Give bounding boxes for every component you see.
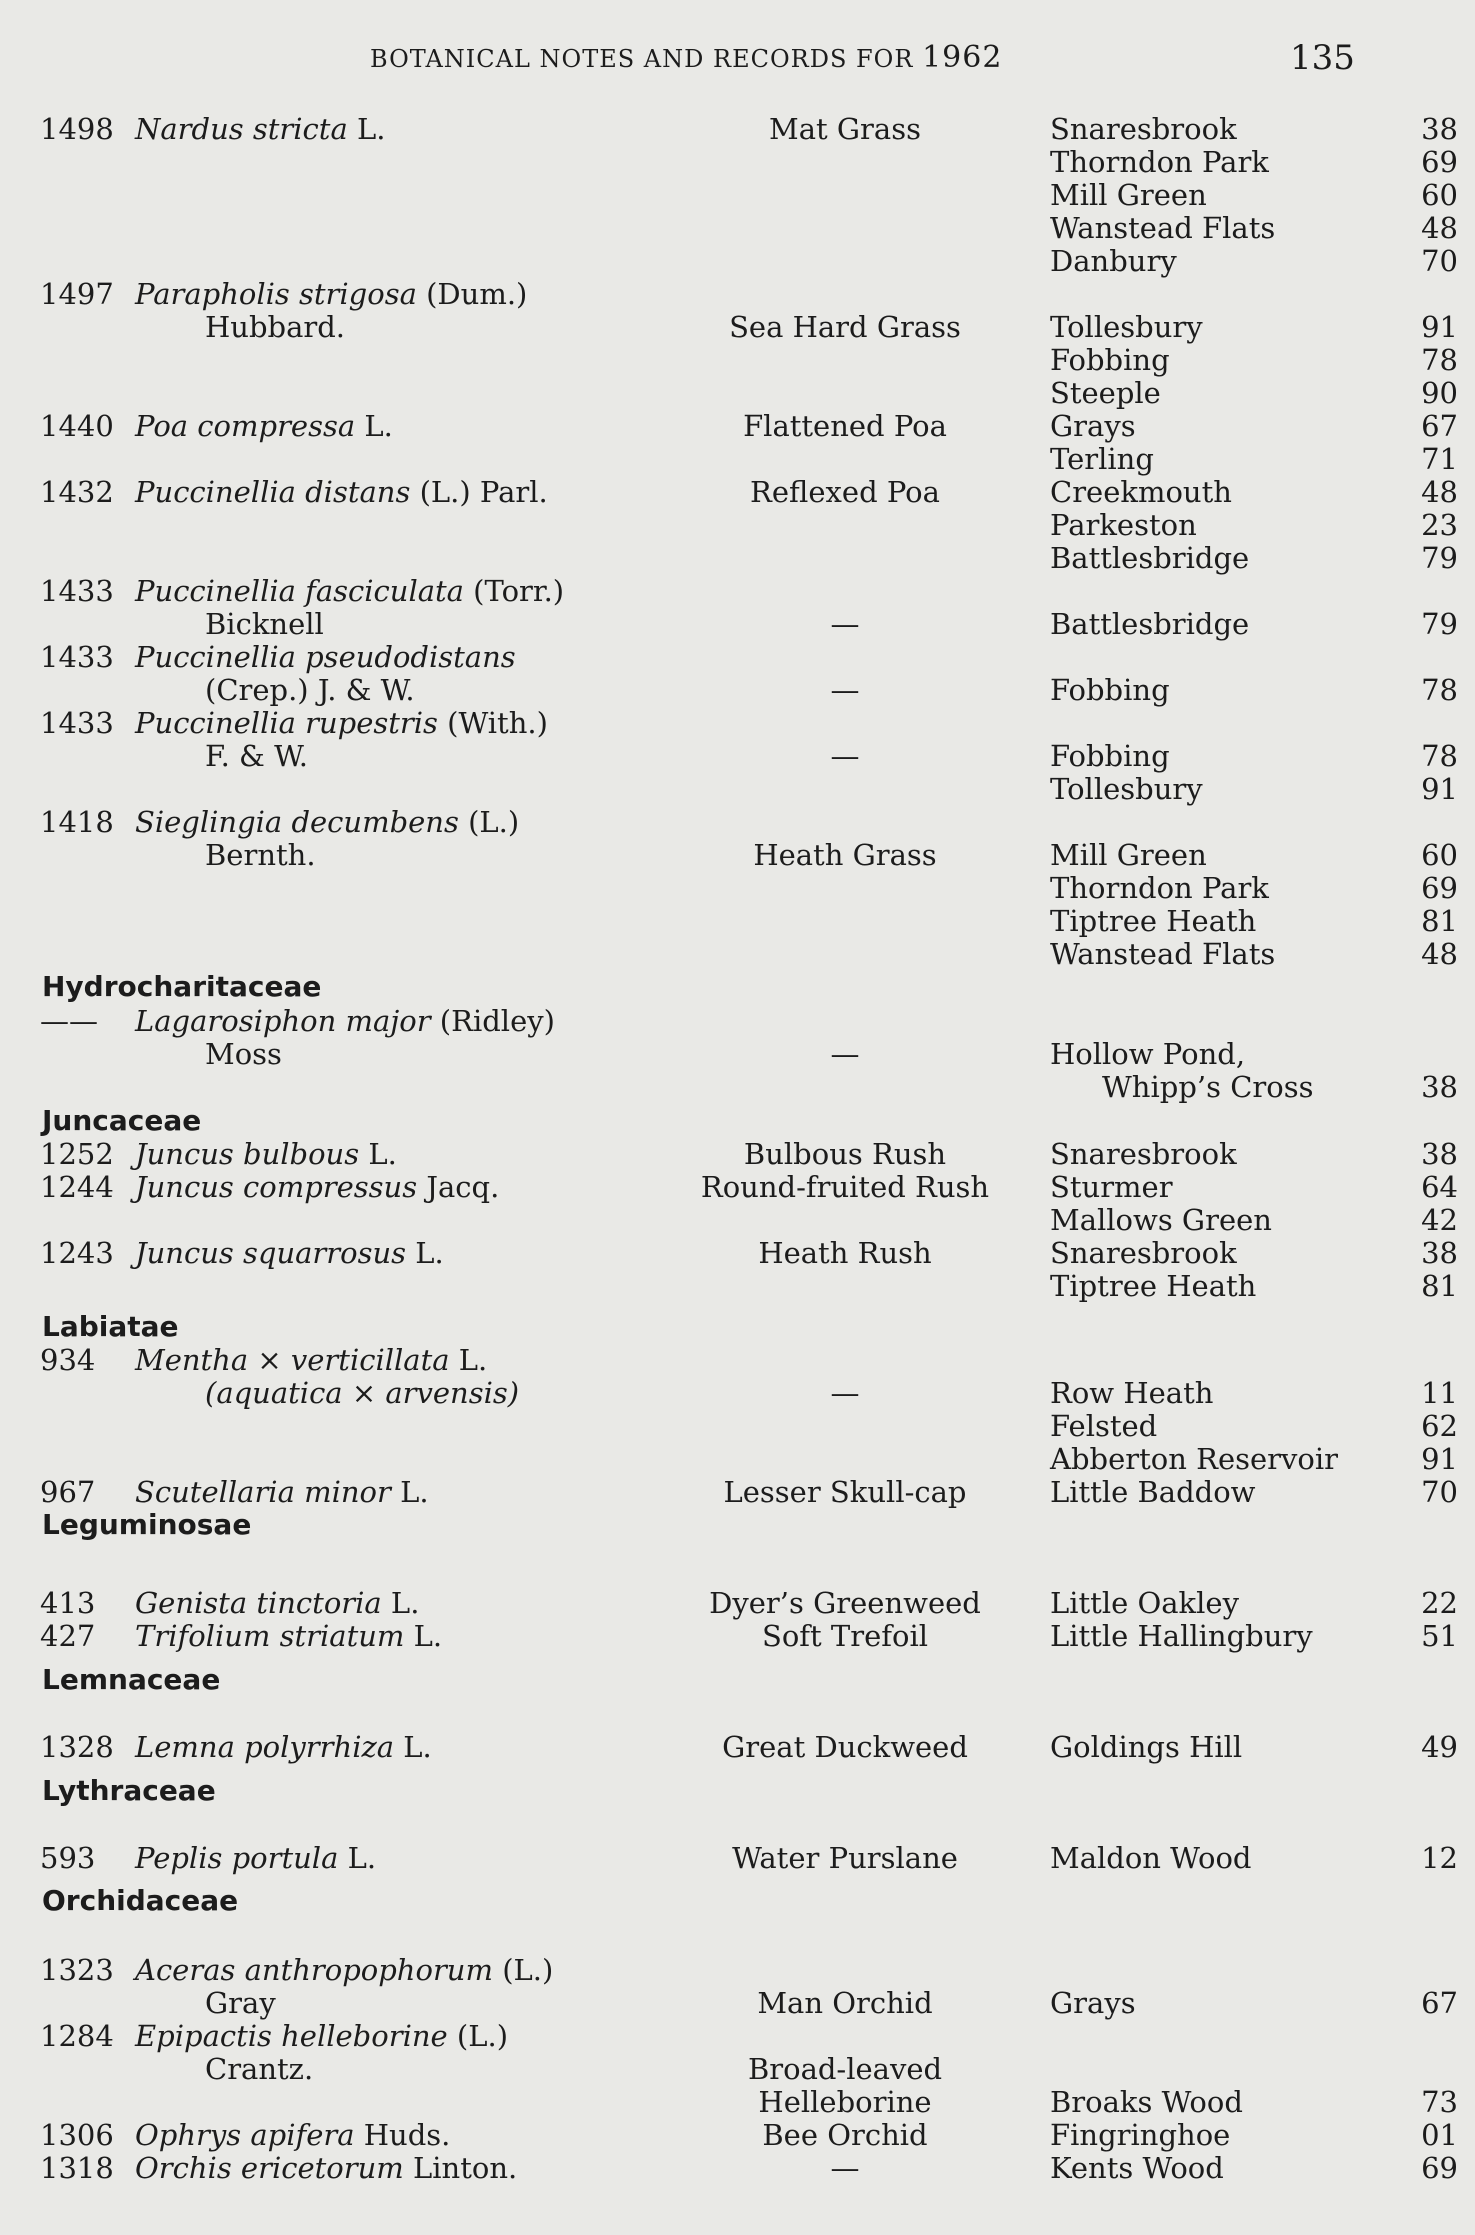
record-row [0,1619,1475,1653]
species-authority: L. [347,112,386,146]
grid-square: 12 [1421,1841,1458,1875]
species-authority-continued: Moss [205,1037,282,1071]
common-name: — [830,607,860,641]
species-binomial: Trifolium striatum [135,1619,405,1653]
grid-square: 69 [1421,871,1458,905]
grid-square: 73 [1421,2085,1458,2119]
grid-square: 78 [1421,739,1458,773]
species-name [135,2019,508,2053]
record-row [0,1203,1475,1237]
species-name [135,1841,376,1875]
species-authority-continued: Bernth. [205,838,316,872]
species-name [135,1475,429,1509]
locality: Wanstead Flats [1050,211,1276,245]
locality: Creekmouth [1050,475,1232,509]
locality: Goldings Hill [1050,1730,1243,1764]
locality: Maldon Wood [1050,1841,1252,1875]
species-name [135,1953,553,1987]
grid-square: 79 [1421,607,1458,641]
record-row [0,541,1475,575]
common-name: Bulbous Rush [743,1137,947,1171]
species-name [135,475,548,509]
species-authority: L. [390,1475,429,1509]
species-name [135,277,527,311]
species-parentage: (aquatica × arvensis) [205,1376,520,1410]
grid-square: 79 [1421,541,1458,575]
locality: Mallows Green [1050,1203,1272,1237]
species-binomial: Genista tinctoria [135,1586,382,1620]
species-binomial: Epipactis helleborine [135,2019,448,2053]
record-row [0,277,1475,311]
locality: Battlesbridge [1050,541,1250,575]
record-row [0,2052,1475,2086]
family-heading: Orchidaceae [42,1884,239,1917]
grid-square: 60 [1421,178,1458,212]
record-row [0,1004,1475,1038]
common-name: Water Purslane [732,1841,958,1875]
record-row [0,673,1475,707]
locality: Steeple [1050,376,1161,410]
species-binomial: Lagarosiphon major [135,1004,431,1038]
grid-square: 78 [1421,343,1458,377]
species-name [135,112,385,146]
grid-square: 67 [1421,409,1458,443]
species-authority: Huds. [354,2118,451,2152]
species-authority-continued: Crantz. [205,2052,314,2086]
record-row [0,739,1475,773]
record-row [0,2019,1475,2053]
locality: Abberton Reservoir [1050,1442,1338,1476]
locality: Thorndon Park [1050,871,1269,905]
species-binomial: Puccinellia rupestris [135,706,438,740]
record-row [0,442,1475,476]
record-row [0,607,1475,641]
species-binomial: Mentha × verticillata [135,1343,450,1377]
species-authority-continued: Hubbard. [205,310,346,344]
common-name: Dyer’s Greenweed [709,1586,981,1620]
common-name: Man Orchid [757,1986,933,2020]
locality: Little Baddow [1050,1475,1256,1509]
record-number: 1432 [40,475,114,509]
record-number: 1284 [40,2019,114,2053]
grid-square: 38 [1421,1070,1458,1104]
grid-square: 90 [1421,376,1458,410]
species-authority-continued: Bicknell [205,607,324,641]
common-name: Helleborine [758,2085,932,2119]
grid-square: 38 [1421,112,1458,146]
locality: Hollow Pond, [1050,1037,1246,1071]
family-heading: Lemnaceae [42,1663,221,1696]
species-binomial: Puccinellia pseudodistans [135,640,516,674]
grid-square: 62 [1421,1409,1458,1443]
grid-square: 48 [1421,937,1458,971]
grid-square: 70 [1421,244,1458,278]
species-binomial: Parapholis strigosa [135,277,417,311]
common-name: — [830,2151,860,2185]
record-number: —— [40,1004,98,1038]
species-binomial: Orchis ericetorum [135,2151,404,2185]
record-row [0,112,1475,146]
species-name [135,1619,442,1653]
record-row [0,475,1475,509]
record-row [0,1037,1475,1071]
species-name [135,805,519,839]
locality: Snaresbrook [1050,1137,1237,1171]
grid-square: 91 [1421,772,1458,806]
family-heading: Labiatae [42,1310,179,1343]
locality: Tollesbury [1050,772,1203,806]
species-binomial: Juncus compressus [135,1170,418,1204]
record-number: 1243 [40,1236,114,1270]
species-authority: (L.) Parl. [410,475,548,509]
locality: Mill Green [1050,178,1207,212]
species-authority-continued: Gray [205,1986,276,2020]
family-heading: Juncaceae [42,1104,202,1137]
common-name: Mat Grass [769,112,921,146]
species-name [135,2151,517,2185]
record-number: 413 [40,1586,96,1620]
record-row [0,244,1475,278]
record-number: 1328 [40,1730,114,1764]
species-name [135,2118,450,2152]
record-number: 967 [40,1475,96,1509]
species-name [135,1236,444,1270]
family-heading: Hydrocharitaceae [42,970,322,1003]
species-name [135,640,516,674]
species-binomial: Peplis portula [135,1841,339,1875]
grid-square: 81 [1421,904,1458,938]
record-row [0,1442,1475,1476]
running-header [370,40,1002,75]
record-row [0,178,1475,212]
record-row [0,772,1475,806]
common-name: — [830,1376,860,1410]
record-row [0,1376,1475,1410]
record-row [0,343,1475,377]
record-row [0,871,1475,905]
species-authority: L. [406,1236,444,1270]
record-number: 1497 [40,277,114,311]
locality: Felsted [1050,1409,1158,1443]
record-row [0,1586,1475,1620]
species-authority: L. [355,409,393,443]
locality: Fingringhoe [1050,2118,1231,2152]
species-binomial: Juncus bulbous [135,1137,360,1171]
grid-square: 70 [1421,1475,1458,1509]
record-number: 1244 [40,1170,114,1204]
locality: Whipp’s Cross [1102,1070,1314,1104]
species-binomial: Nardus stricta [135,112,348,146]
species-authority: (Torr.) [463,574,565,608]
common-name: — [830,673,860,707]
grid-square: 51 [1421,1619,1458,1653]
locality: Grays [1050,1986,1136,2020]
locality: Little Hallingbury [1050,1619,1313,1653]
record-number: 1323 [40,1953,114,1987]
grid-square: 67 [1421,1986,1458,2020]
record-row [0,640,1475,674]
record-row [0,1170,1475,1204]
species-authority: (Dum.) [416,277,528,311]
species-authority: L. [404,1619,443,1653]
locality: Battlesbridge [1050,607,1250,641]
common-name: Flattened Poa [743,409,947,443]
species-name [135,706,548,740]
species-binomial: Sieglingia decumbens [135,805,459,839]
locality: Little Oakley [1050,1586,1239,1620]
record-row [0,1269,1475,1303]
locality: Snaresbrook [1050,112,1237,146]
common-name: Great Duckweed [722,1730,968,1764]
locality: Snaresbrook [1050,1236,1237,1270]
record-row [0,2085,1475,2119]
record-number: 1433 [40,640,114,674]
species-binomial: Scutellaria minor [135,1475,391,1509]
grid-square: 22 [1421,1586,1458,1620]
locality: Tollesbury [1050,310,1203,344]
record-number: 1418 [40,805,114,839]
record-number: 1433 [40,574,114,608]
record-row [0,1137,1475,1171]
record-row [0,310,1475,344]
species-authority: (Ridley) [430,1004,555,1038]
record-number: 1498 [40,112,114,146]
grid-square: 49 [1421,1730,1458,1764]
locality: Kents Wood [1050,2151,1224,2185]
grid-square: 64 [1421,1170,1458,1204]
record-row [0,2118,1475,2152]
grid-square: 23 [1421,508,1458,542]
record-row [0,409,1475,443]
species-binomial: Ophrys apifera [135,2118,355,2152]
species-name [135,409,393,443]
species-authority: (L.) [492,1953,554,1987]
locality: Sturmer [1050,1170,1173,1204]
locality: Mill Green [1050,838,1207,872]
record-row [0,1070,1475,1104]
locality: Row Heath [1050,1376,1214,1410]
grid-square: 78 [1421,673,1458,707]
species-name [135,1137,397,1171]
record-number: 1433 [40,706,114,740]
record-number: 593 [40,1841,96,1875]
locality: Tiptree Heath [1050,904,1257,938]
record-number: 934 [40,1343,96,1377]
species-authority-continued: (Crep.) J. & W. [205,673,415,707]
species-authority: (L.) [447,2019,509,2053]
species-binomial: Poa compressa [135,409,356,443]
grid-square: 38 [1421,1137,1458,1171]
common-name: Round-fruited Rush [700,1170,990,1204]
locality: Danbury [1050,244,1177,278]
page-number: 135 [1290,38,1355,78]
record-number: 1440 [40,409,114,443]
species-authority: Linton. [403,2151,518,2185]
species-name [135,1004,555,1038]
common-name: Heath Rush [758,1236,932,1270]
grid-square: 38 [1421,1236,1458,1270]
species-name [135,1730,432,1764]
species-authority: (With.) [437,706,548,740]
record-row [0,1730,1475,1764]
record-row [0,145,1475,179]
common-name: Broad-leaved [747,2052,943,2086]
grid-square: 48 [1421,475,1458,509]
common-name: Bee Orchid [762,2118,928,2152]
record-number: 1306 [40,2118,114,2152]
record-number: 1252 [40,1137,114,1171]
record-row [0,574,1475,608]
record-row [0,1953,1475,1987]
common-name: Sea Hard Grass [729,310,961,344]
locality: Fobbing [1050,739,1170,773]
family-heading: Lythraceae [42,1774,216,1807]
record-row [0,211,1475,245]
locality: Grays [1050,409,1136,443]
species-authority-continued: F. & W. [205,739,309,773]
species-binomial: Lemna polyrrhiza [135,1730,395,1764]
species-name [135,1343,487,1377]
locality: Fobbing [1050,343,1170,377]
record-row [0,376,1475,410]
header-year: 1962 [922,40,1003,75]
grid-square: 69 [1421,145,1458,179]
species-name [135,1586,419,1620]
record-number: 1318 [40,2151,114,2185]
species-authority: (L.) [458,805,520,839]
common-name: Reflexed Poa [750,475,940,509]
locality: Tiptree Heath [1050,1269,1257,1303]
grid-square: 81 [1421,1269,1458,1303]
grid-square: 69 [1421,2151,1458,2185]
grid-square: 91 [1421,310,1458,344]
species-name [135,574,564,608]
record-row [0,838,1475,872]
locality: Thorndon Park [1050,145,1269,179]
record-row [0,1475,1475,1509]
record-number: 427 [40,1619,96,1653]
species-binomial: Puccinellia fasciculata [135,574,464,608]
grid-square: 11 [1421,1376,1458,1410]
record-row [0,508,1475,542]
grid-square: 71 [1421,442,1458,476]
record-row [0,2151,1475,2185]
species-authority: Jacq. [417,1170,500,1204]
common-name: — [830,1037,860,1071]
family-heading: Leguminosae [42,1508,252,1541]
record-row [0,1343,1475,1377]
species-authority: L. [338,1841,377,1875]
record-row [0,937,1475,971]
species-authority: L. [359,1137,397,1171]
species-binomial: Puccinellia distans [135,475,411,509]
grid-square: 48 [1421,211,1458,245]
record-row [0,706,1475,740]
species-name [135,1170,499,1204]
grid-square: 01 [1421,2118,1458,2152]
common-name: Heath Grass [753,838,937,872]
record-row [0,1986,1475,2020]
species-authority: L. [394,1730,432,1764]
species-authority: L. [381,1586,420,1620]
record-row [0,904,1475,938]
record-row [0,1236,1475,1270]
common-name: Soft Trefoil [761,1619,929,1653]
record-row [0,805,1475,839]
species-authority: L. [449,1343,488,1377]
common-name: Lesser Skull-cap [723,1475,967,1509]
locality: Broaks Wood [1050,2085,1243,2119]
record-row [0,1841,1475,1875]
locality: Wanstead Flats [1050,937,1276,971]
species-binomial: Aceras anthropophorum [135,1953,493,1987]
grid-square: 42 [1421,1203,1458,1237]
grid-square: 60 [1421,838,1458,872]
common-name: — [830,739,860,773]
species-binomial: Juncus squarrosus [135,1236,407,1270]
header-title: BOTANICAL NOTES AND RECORDS FOR [370,45,914,73]
record-row [0,1409,1475,1443]
locality: Parkeston [1050,508,1197,542]
grid-square: 91 [1421,1442,1458,1476]
locality: Fobbing [1050,673,1170,707]
locality: Terling [1050,442,1154,476]
